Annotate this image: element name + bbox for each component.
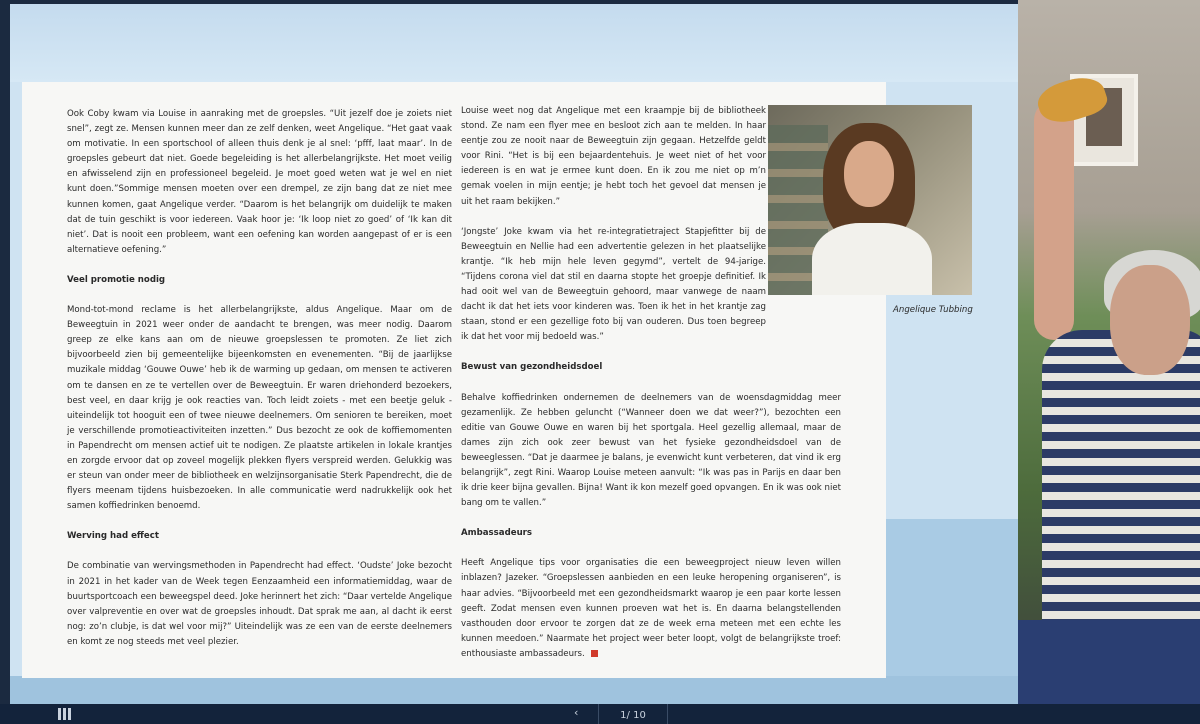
section-heading: Werving had effect (67, 531, 159, 542)
grid-icon[interactable] (58, 708, 72, 720)
photo-caption: Angelique Tubbing (893, 305, 973, 315)
page-indicator: 1/ 10 (598, 704, 668, 724)
raised-arm (1034, 100, 1074, 340)
article-column-left (67, 107, 452, 665)
portrait-photo (768, 105, 972, 295)
article-column-right (461, 104, 841, 677)
section-heading: Veel promotie nodig (67, 274, 166, 285)
portrait-face (844, 141, 894, 207)
section-heading: Bewust van gezondheidsdoel (461, 362, 603, 373)
section-heading: Ambassadeurs (461, 528, 533, 539)
portrait-shirt (812, 223, 932, 295)
footer-band (10, 676, 1018, 704)
chevron-left-icon[interactable]: ‹ (574, 706, 579, 719)
paragraph-text: Heeft Angelique tips voor organisaties die een beweegproject nieuw leven willen inblazen? Jazeker. “Groepslessen aanbieden en een leuke heropening organiseren”, is haar advies. “Bijvoorbeeld met een gezondheidsmarkt waarop je een paar korte lessen geeft. Zodat mensen even kunnen proeven wat het is. En daarna belangstellenden vasthouden door ervoor te zorgen dat ze de week erna meteen met een echte les kunnen meedoen.” Naarmate het project weer beter loopt, volgt de belangrijkste troef: enthousiaste ambassadeurs. (461, 558, 841, 659)
paragraph: Mond-tot-mond reclame is het allerbelangrijkste, aldus Angelique. Maar om de Beweegtuin in 2021 weer onder de aandacht te brengen, was meer nodig. Daarom greep ze elke kans aan om de nieuwe groepslessen te promoten. Ze liet zich bijvoorbeeld zien bij gemeentelijke bijeenkomsten en evenementen. “Bij de jaarlijkse muzikale middag ‘Gouwe Ouwe’ heb ik de warming up gedaan, om mensen te activeren om te dansen en ze te vertellen over de Beweegtuin. Er waren driehonderd bezoekers, best veel, en daar krijg je ook reacties van. Toch leidt zoiets - met een beetje geluk - uiteindelijk tot hooguit een of twee nieuwe deelnemers. Om senioren te bereiken, moet je verschillende promotieactiviteiten inzetten.” Dus bezocht ze ook de koffiemomenten in Papendrecht om mensen actief uit te nodigen. Ze plaatste artikelen in lokale krantjes en zorgde ervoor dat op zoveel mogelijk plekken flyers verspreid werden. Gelukkig was er steun van onder meer de bibliotheek en welzijnsorganisatie Sterk Papendrecht, die de flyers meenam tijdens huisbezoeken. In alle communicatie werd nadrukkelijk ook het samen koffiedrinken benoemd. (67, 305, 452, 512)
paragraph: Ook Coby kwam via Louise in aanraking met de groepsles. “Uit jezelf doe je zoiets niet snel”, zegt ze. Mensen kunnen meer dan ze zelf denken, weet Angelique. “Het gaat vaak om motivatie. In een sportschool of alleen thuis denk je al snel: ‘pfff, laat maar’. In de groepsles gebeurt dat niet. Goede begeleiding is het allerbelangrijkste. Het moet veilig en afwisselend zijn en professioneel begeleid. Je moet goed weten wat je wel en niet kunt doen.”Sommige mensen moeten over een drempel, ze zijn bang dat ze niet mee kunnen komen, gaat Angelique verder. “Daarom is het belangrijk om duidelijk te maken dat de tuin geschikt is voor iedereen. Vaak hoor je: ‘Ik loop niet zo goed’ of ‘Ik kan dit niet’. Dat is nooit een probleem, want een oefening kan worden aangepast of er is een alternatieve oefening.” (67, 109, 452, 255)
accent-block (868, 519, 1018, 676)
trousers (1018, 620, 1200, 704)
side-photo (1018, 0, 1200, 704)
paragraph: Behalve koffiedrinken ondernemen de deelnemers van de woensdagmiddag meer gezamenlijk. Ze hebben geluncht (“Wanneer doen we dat weer?”), bezochten een editie van Gouwe Ouwe en waren bij het sportgala. Heel gezellig allemaal, maar de dames zijn zich ook zeer bewust van het fysieke gezondheidsdoel van de beweeglessen. “Dat je daarmee je balans, je evenwicht kunt verbeteren, dat vind ik erg belangrijk”, zegt Rini. Waarop Louise meteen aanvult: “Ik was pas in Parijs en daar ben ik drie keer bijna gevallen. Bijna! Want ik kon mezelf goed opvangen. En ik was ook niet bang om te vallen.” (461, 392, 841, 509)
paragraph: ‘Jongste’ Joke kwam via het re-integratietraject Stapjefitter bij de Beweegtuin en Nellie had een advertentie gelezen in het plaatselijke krantje. “Ik heb mijn hele leven gegymd”, vertelt de 94-jarige. “Tijdens corona viel dat stil en daarna stopte het groepje definitief. Ik had ooit wel van de Beweegtuin gehoord, maar vanwege de naam dacht ik dat het iets voor kinderen was. Toen ik het in het krantje zag staan, stond er een gezellige foto bij van ouderen. Dus toen begreep ik dat het voor mij bedoeld was.” (461, 226, 766, 343)
striped-shirt (1042, 330, 1200, 630)
header-band (10, 4, 1018, 82)
end-mark-icon (591, 650, 598, 657)
paragraph: Louise weet nog dat Angelique met een kraampje bij de bibliotheek stond. Ze nam een flyer mee en besloot zich aan te melden. In haar eentje zou ze nooit naar de Beweegtuin zijn gegaan. Hetzelfde geldt voor Rini. “Het is bij een bejaardentehuis. Je weet niet of het voor iedereen is en wat je ermee kunt doen. En ik zou me niet op m’n gemak voelen in mijn eentje; je hebt toch het gevoel dat mensen je uit het raam bekijken.” (461, 106, 766, 207)
paragraph: De combinatie van wervingsmethoden in Papendrecht had effect. ‘Oudste’ Joke bezocht in 2021 in het kader van de Week tegen Eenzaamheid een informatiemiddag, waar de buurtsportcoach een beweegspel deed. Joke herinnert het zich: “Daar vertelde Angelique over valpreventie en over wat de groepsles inhoudt. Dat sprak me aan, al dacht ik eerst nog: zo’n clubje, is dat wel voor mij?” Uiteindelijk was ze een van de eerste deelnemers en komt ze nog steeds met veel plezier. (67, 561, 452, 647)
paragraph-final (461, 556, 841, 662)
article-page (22, 82, 886, 678)
viewer-toolbar (0, 704, 1200, 724)
face (1110, 265, 1190, 375)
